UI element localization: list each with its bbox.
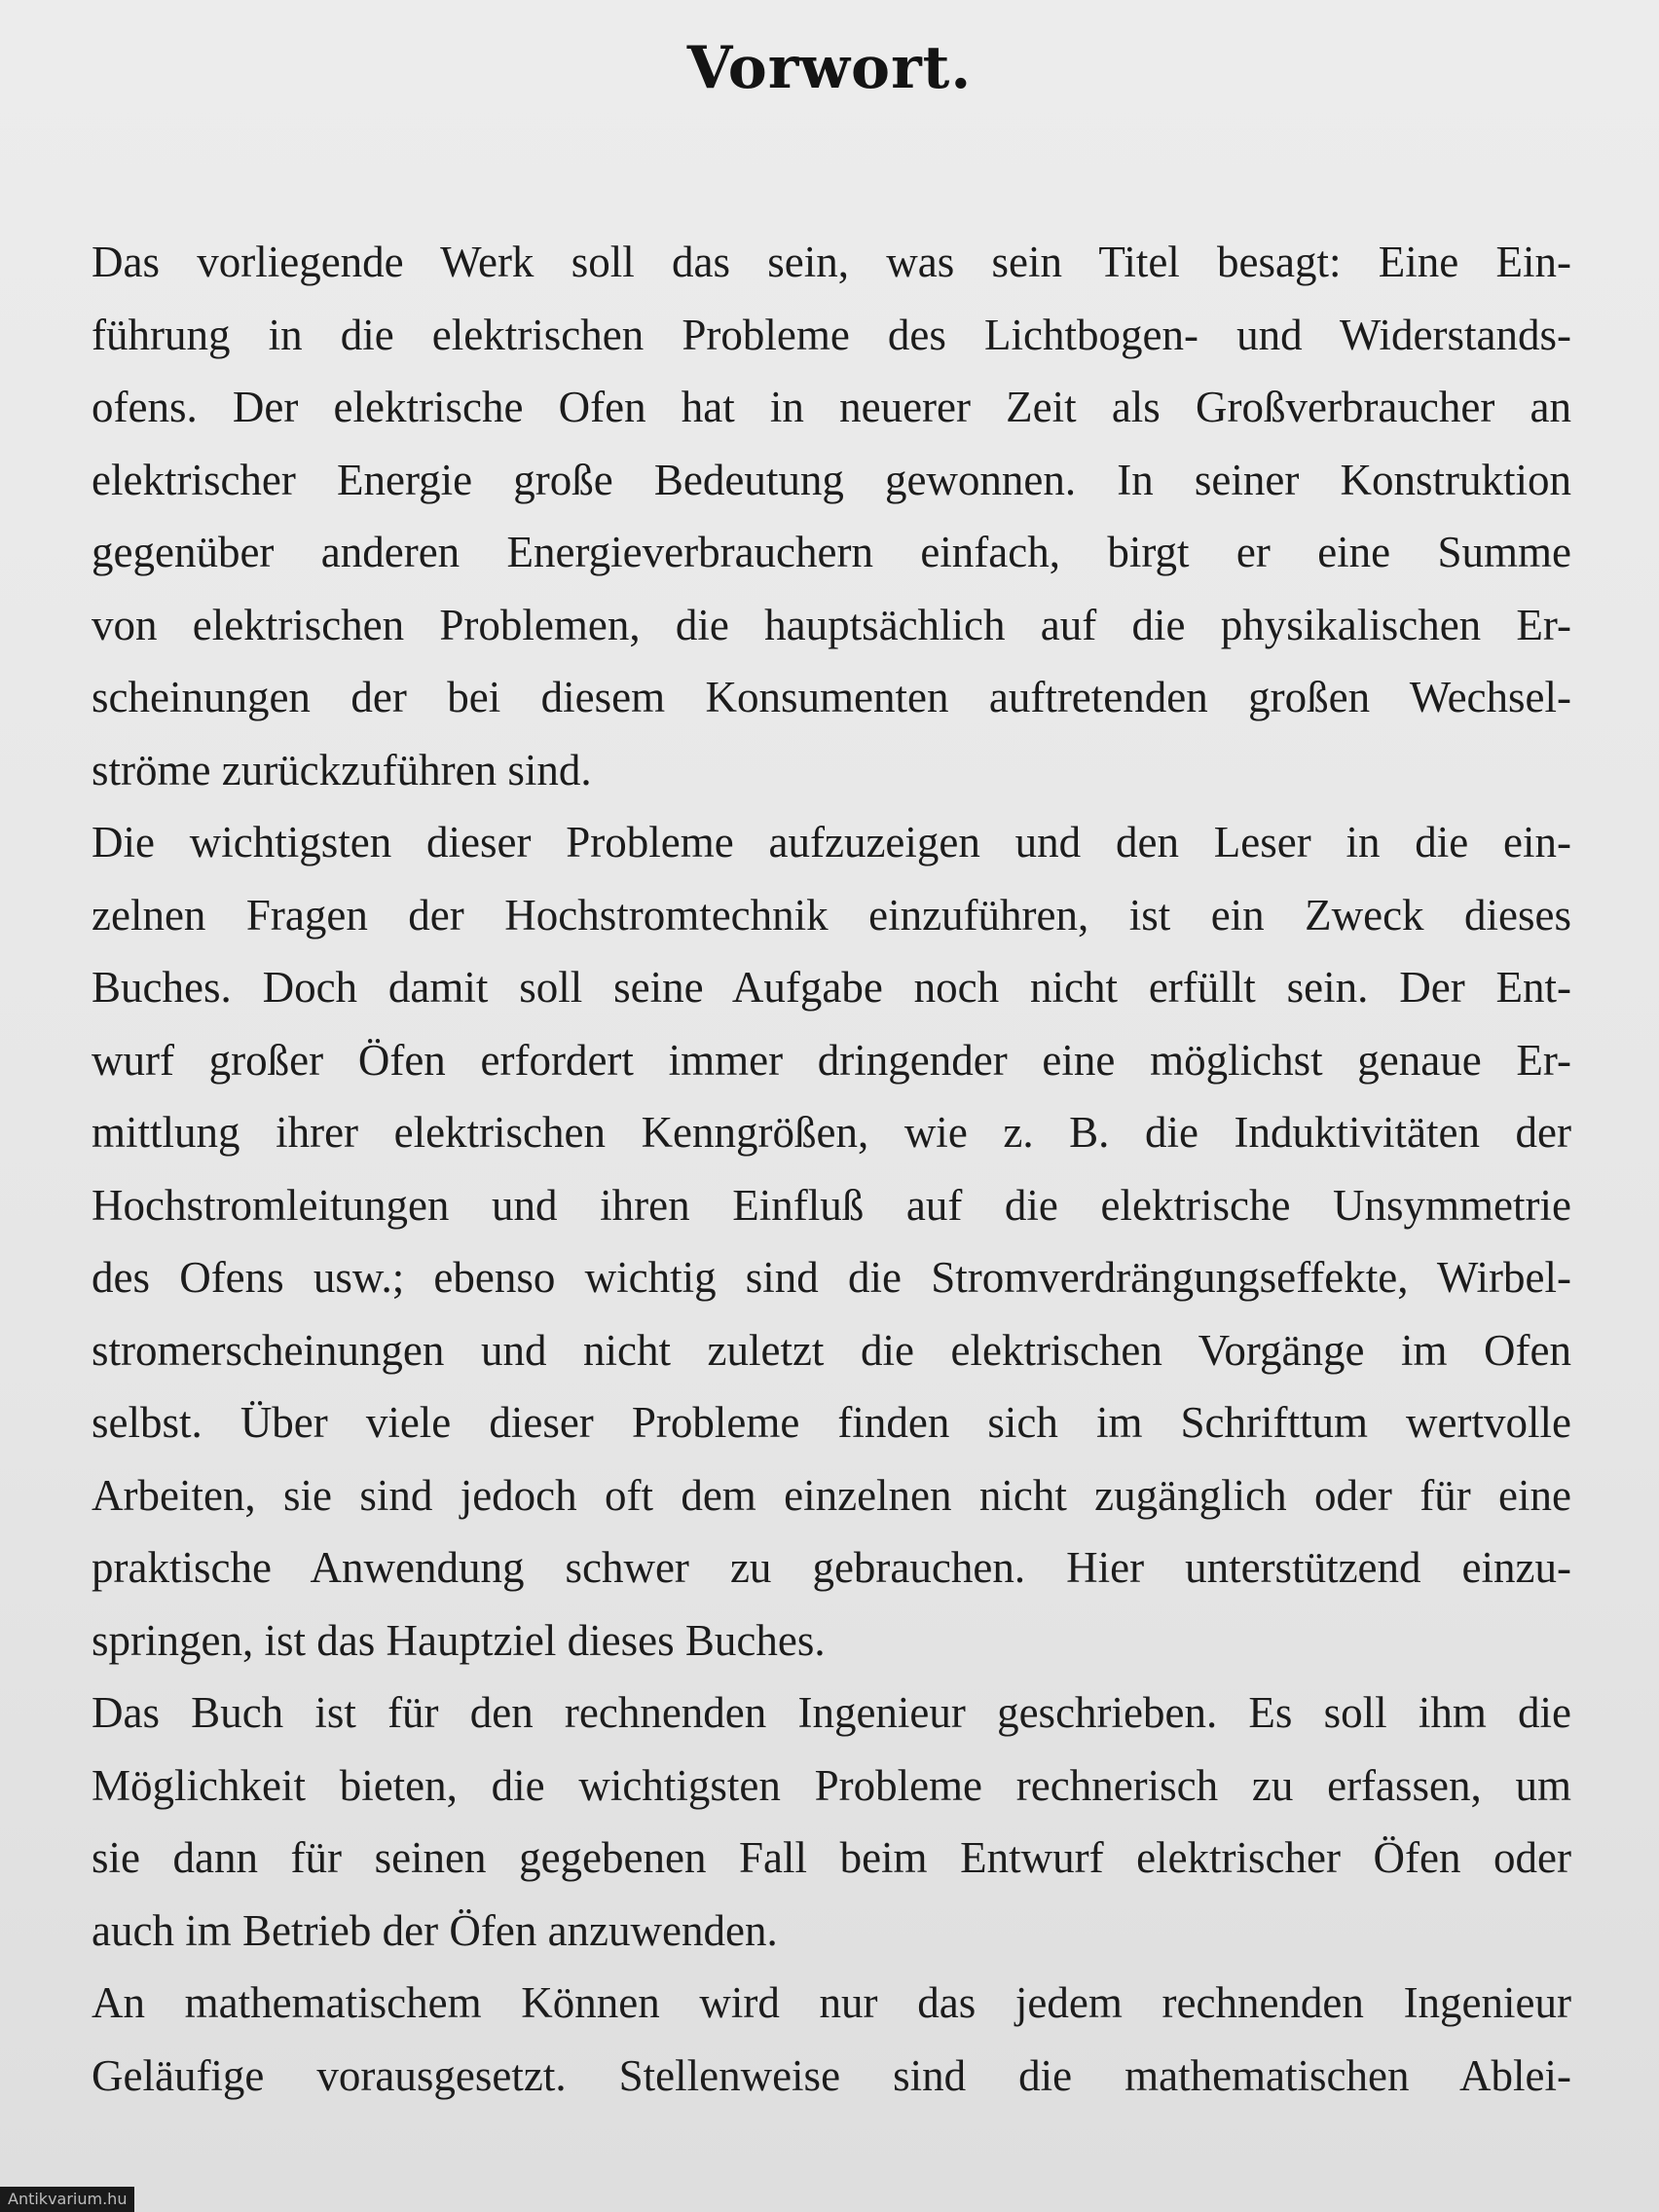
page-title: Vorwort. xyxy=(686,34,973,102)
text-line: zelnen Fragen der Hochstromtechnik einzuführen, ist ein Zweck dieses xyxy=(92,890,1571,940)
text-line: mittlung ihrer elektrischen Kenngrößen, wie z. B. die Induktivitäten der xyxy=(92,1108,1571,1157)
text-line: auch im Betrieb der Öfen anzuwenden. xyxy=(92,1905,778,1955)
text-line: Hochstromleitungen und ihren Einfluß auf die elektrische Unsymmetrie xyxy=(92,1180,1571,1230)
text-line: Buches. Doch damit soll seine Aufgabe noch nicht erfüllt sein. Der Ent- xyxy=(92,963,1571,1012)
text-line: gegenüber anderen Energieverbrauchern einfach, birgt er eine Summe xyxy=(92,528,1571,576)
text-line: wurf großer Öfen erfordert immer dringender eine möglichst genaue Er- xyxy=(92,1035,1571,1085)
text-line: von elektrischen Problemen, die hauptsächlich auf die physikalischen Er- xyxy=(92,600,1571,649)
text-line: stromerscheinungen und nicht zuletzt die elektrischen Vorgänge im Ofen xyxy=(92,1325,1571,1375)
text-line: selbst. Über viele dieser Probleme finden sich im Schrifttum wertvolle xyxy=(92,1398,1571,1447)
text-line: elektrischer Energie große Bedeutung gewonnen. In seiner Konstruktion xyxy=(92,455,1571,504)
text-line: Die wichtigsten dieser Probleme aufzuzeigen und den Leser in die ein- xyxy=(92,818,1571,866)
text-line: des Ofens usw.; ebenso wichtig sind die Stromverdrängungseffekte, Wirbel- xyxy=(92,1253,1571,1302)
text-line: Möglichkeit bieten, die wichtigsten Probleme rechnerisch zu erfassen, um xyxy=(92,1760,1571,1810)
text-line: An mathematischem Können wird nur das jedem rechnenden Ingenieur xyxy=(92,1978,1571,2027)
watermark: Antikvarium.hu xyxy=(0,2187,134,2212)
text-line: scheinungen der bei diesem Konsumenten auftretenden großen Wechsel- xyxy=(92,673,1571,721)
text-line: sie dann für seinen gegebenen Fall beim Entwurf elektrischer Öfen oder xyxy=(92,1833,1571,1882)
text-line: Arbeiten, sie sind jedoch oft dem einzelnen nicht zugänglich oder für eine xyxy=(92,1470,1571,1520)
text-line: Das Buch ist für den rechnenden Ingenieur geschrieben. Es soll ihm die xyxy=(92,1688,1571,1737)
text-line: ofens. Der elektrische Ofen hat in neuerer Zeit als Großverbraucher an xyxy=(92,383,1571,431)
text-line: springen, ist das Hauptziel dieses Buches. xyxy=(92,1615,826,1665)
text-line: praktische Anwendung schwer zu gebrauchen. Hier unterstützend einzu- xyxy=(92,1543,1571,1592)
text-line: Das vorliegende Werk soll das sein, was sein Titel besagt: Eine Ein- xyxy=(92,238,1571,286)
text-line: ströme zurückzuführen sind. xyxy=(92,745,592,794)
text-line: Geläufige vorausgesetzt. Stellenweise sind die mathematischen Ablei- xyxy=(92,2050,1571,2100)
body-text xyxy=(92,226,1571,2112)
text-line: führung in die elektrischen Probleme des Lichtbogen- und Widerstands- xyxy=(92,310,1571,359)
